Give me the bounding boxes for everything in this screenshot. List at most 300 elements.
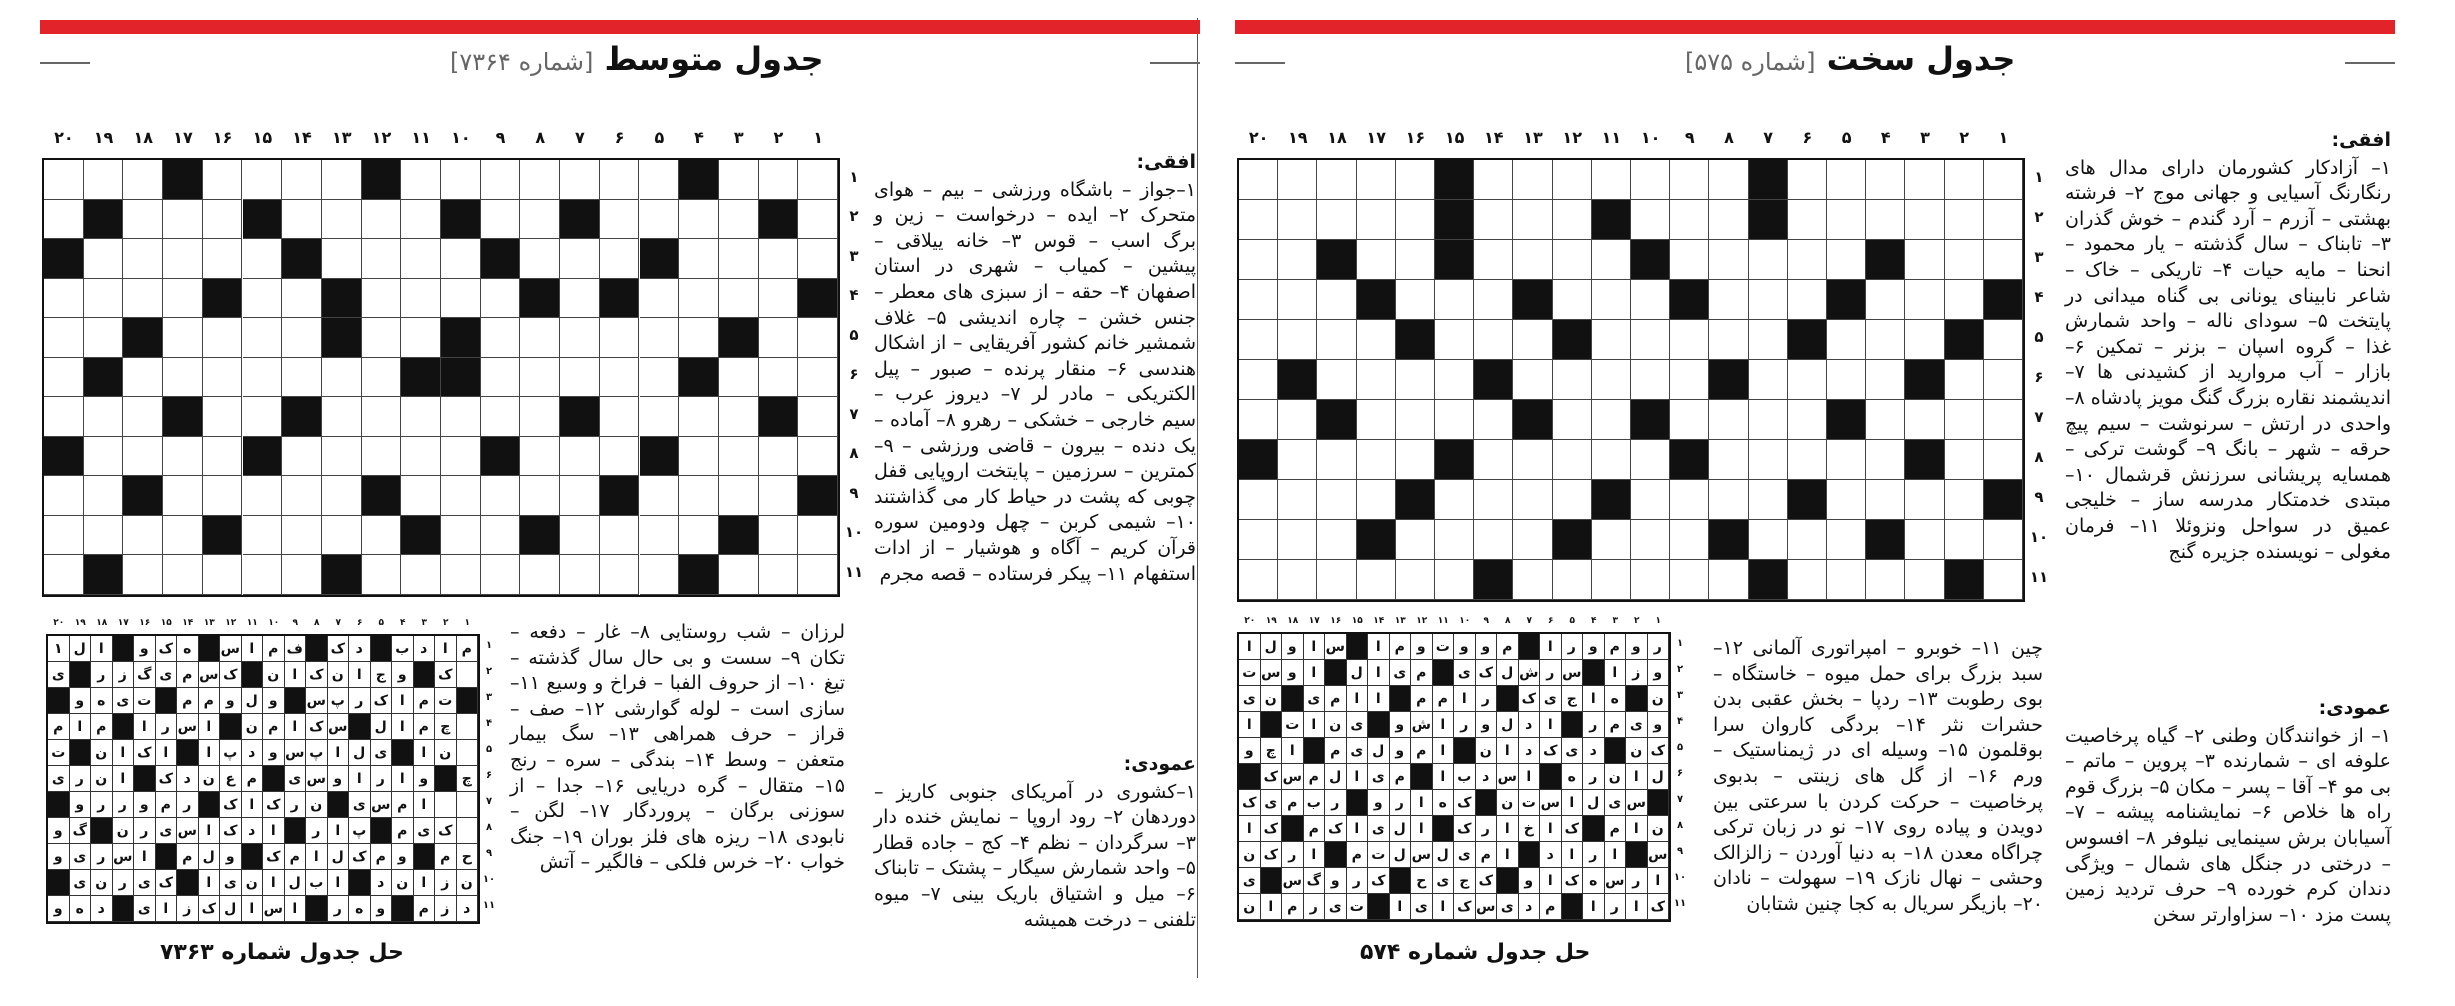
grid-cell[interactable] <box>759 358 799 398</box>
grid-cell[interactable] <box>441 555 481 595</box>
grid-cell[interactable] <box>243 476 283 516</box>
grid-cell[interactable] <box>1278 160 1317 200</box>
black-cell[interactable] <box>1866 520 1905 560</box>
grid-cell[interactable] <box>679 200 719 240</box>
grid-cell[interactable] <box>560 239 600 279</box>
black-cell[interactable] <box>679 358 719 398</box>
black-cell[interactable] <box>481 239 521 279</box>
grid-cell[interactable] <box>1357 560 1396 600</box>
black-cell[interactable] <box>84 358 124 398</box>
grid-cell[interactable] <box>243 358 283 398</box>
black-cell[interactable] <box>679 160 719 200</box>
grid-cell[interactable] <box>1749 520 1788 560</box>
black-cell[interactable] <box>322 555 362 595</box>
grid-cell[interactable] <box>1592 160 1631 200</box>
grid-cell[interactable] <box>1984 560 2023 600</box>
black-cell[interactable] <box>1631 240 1670 280</box>
grid-cell[interactable] <box>719 358 759 398</box>
grid-cell[interactable] <box>1435 360 1474 400</box>
grid-cell[interactable] <box>798 437 838 477</box>
grid-cell[interactable] <box>798 516 838 556</box>
grid-cell[interactable] <box>1709 480 1748 520</box>
grid-cell[interactable] <box>1749 360 1788 400</box>
grid-cell[interactable] <box>1945 240 1984 280</box>
grid-cell[interactable] <box>362 516 402 556</box>
grid-cell[interactable] <box>1553 440 1592 480</box>
grid-cell[interactable] <box>719 160 759 200</box>
grid-cell[interactable] <box>1317 520 1356 560</box>
grid-cell[interactable] <box>243 516 283 556</box>
grid-cell[interactable] <box>560 160 600 200</box>
grid-cell[interactable] <box>600 160 640 200</box>
grid-cell[interactable] <box>1631 160 1670 200</box>
grid-cell[interactable] <box>282 555 322 595</box>
black-cell[interactable] <box>1239 440 1278 480</box>
black-cell[interactable] <box>640 239 680 279</box>
grid-cell[interactable] <box>520 239 560 279</box>
grid-cell[interactable] <box>401 555 441 595</box>
grid-cell[interactable] <box>1866 440 1905 480</box>
grid-cell[interactable] <box>1317 560 1356 600</box>
grid-cell[interactable] <box>1513 360 1552 400</box>
grid-cell[interactable] <box>1984 160 2023 200</box>
grid-cell[interactable] <box>44 476 84 516</box>
grid-cell[interactable] <box>84 239 124 279</box>
grid-cell[interactable] <box>520 200 560 240</box>
grid-cell[interactable] <box>1474 240 1513 280</box>
grid-cell[interactable] <box>1239 360 1278 400</box>
grid-cell[interactable] <box>401 239 441 279</box>
grid-cell[interactable] <box>679 516 719 556</box>
grid-cell[interactable] <box>1631 200 1670 240</box>
grid-cell[interactable] <box>1827 160 1866 200</box>
grid-cell[interactable] <box>600 516 640 556</box>
grid-cell[interactable] <box>1592 520 1631 560</box>
grid-cell[interactable] <box>1631 360 1670 400</box>
grid-cell[interactable] <box>1357 360 1396 400</box>
black-cell[interactable] <box>123 318 163 358</box>
grid-cell[interactable] <box>401 279 441 319</box>
grid-cell[interactable] <box>1592 240 1631 280</box>
grid-cell[interactable] <box>1474 280 1513 320</box>
black-cell[interactable] <box>1278 360 1317 400</box>
grid-cell[interactable] <box>1866 360 1905 400</box>
grid-cell[interactable] <box>322 437 362 477</box>
grid-cell[interactable] <box>243 239 283 279</box>
grid-cell[interactable] <box>560 318 600 358</box>
grid-cell[interactable] <box>640 397 680 437</box>
grid-cell[interactable] <box>1357 160 1396 200</box>
grid-cell[interactable] <box>1396 160 1435 200</box>
grid-cell[interactable] <box>1905 280 1944 320</box>
grid-cell[interactable] <box>1945 160 1984 200</box>
black-cell[interactable] <box>203 516 243 556</box>
grid-cell[interactable] <box>163 358 203 398</box>
black-cell[interactable] <box>163 160 203 200</box>
black-cell[interactable] <box>719 516 759 556</box>
black-cell[interactable] <box>441 318 481 358</box>
grid-cell[interactable] <box>1905 240 1944 280</box>
grid-cell[interactable] <box>1278 280 1317 320</box>
grid-cell[interactable] <box>719 437 759 477</box>
grid-cell[interactable] <box>282 516 322 556</box>
grid-cell[interactable] <box>520 358 560 398</box>
grid-cell[interactable] <box>560 555 600 595</box>
grid-cell[interactable] <box>1513 240 1552 280</box>
grid-cell[interactable] <box>1984 200 2023 240</box>
grid-cell[interactable] <box>322 200 362 240</box>
black-cell[interactable] <box>560 397 600 437</box>
grid-cell[interactable] <box>84 279 124 319</box>
grid-cell[interactable] <box>84 160 124 200</box>
grid-cell[interactable] <box>1357 480 1396 520</box>
grid-cell[interactable] <box>362 437 402 477</box>
grid-cell[interactable] <box>1670 240 1709 280</box>
black-cell[interactable] <box>1866 240 1905 280</box>
grid-cell[interactable] <box>1749 480 1788 520</box>
grid-cell[interactable] <box>1278 440 1317 480</box>
black-cell[interactable] <box>798 279 838 319</box>
grid-cell[interactable] <box>1592 280 1631 320</box>
grid-cell[interactable] <box>1278 320 1317 360</box>
grid-cell[interactable] <box>1788 400 1827 440</box>
grid-cell[interactable] <box>1435 480 1474 520</box>
grid-cell[interactable] <box>1670 320 1709 360</box>
grid-cell[interactable] <box>44 318 84 358</box>
grid-cell[interactable] <box>481 476 521 516</box>
grid-cell[interactable] <box>1788 360 1827 400</box>
black-cell[interactable] <box>1435 240 1474 280</box>
grid-cell[interactable] <box>1317 440 1356 480</box>
grid-cell[interactable] <box>1278 560 1317 600</box>
grid-cell[interactable] <box>759 476 799 516</box>
black-cell[interactable] <box>600 279 640 319</box>
grid-cell[interactable] <box>1749 440 1788 480</box>
grid-cell[interactable] <box>362 358 402 398</box>
black-cell[interactable] <box>1749 200 1788 240</box>
grid-cell[interactable] <box>759 516 799 556</box>
grid-cell[interactable] <box>401 476 441 516</box>
grid-cell[interactable] <box>600 437 640 477</box>
grid-cell[interactable] <box>1317 160 1356 200</box>
grid-cell[interactable] <box>1513 560 1552 600</box>
black-cell[interactable] <box>1788 480 1827 520</box>
grid-cell[interactable] <box>123 397 163 437</box>
grid-cell[interactable] <box>1827 240 1866 280</box>
grid-cell[interactable] <box>1592 360 1631 400</box>
black-cell[interactable] <box>1905 440 1944 480</box>
grid-cell[interactable] <box>203 437 243 477</box>
grid-cell[interactable] <box>282 279 322 319</box>
grid-cell[interactable] <box>163 279 203 319</box>
grid-cell[interactable] <box>1866 400 1905 440</box>
grid-cell[interactable] <box>1592 400 1631 440</box>
grid-cell[interactable] <box>1474 440 1513 480</box>
grid-cell[interactable] <box>1474 480 1513 520</box>
grid-cell[interactable] <box>1905 480 1944 520</box>
grid-cell[interactable] <box>719 555 759 595</box>
grid-cell[interactable] <box>401 437 441 477</box>
grid-cell[interactable] <box>679 476 719 516</box>
grid-cell[interactable] <box>600 555 640 595</box>
grid-cell[interactable] <box>1553 360 1592 400</box>
black-cell[interactable] <box>1553 520 1592 560</box>
grid-cell[interactable] <box>1239 320 1278 360</box>
grid-cell[interactable] <box>1905 160 1944 200</box>
black-cell[interactable] <box>163 397 203 437</box>
black-cell[interactable] <box>1317 240 1356 280</box>
black-cell[interactable] <box>759 200 799 240</box>
grid-cell[interactable] <box>759 437 799 477</box>
grid-cell[interactable] <box>322 239 362 279</box>
grid-cell[interactable] <box>798 239 838 279</box>
black-cell[interactable] <box>1396 480 1435 520</box>
grid-cell[interactable] <box>1317 320 1356 360</box>
grid-cell[interactable] <box>163 476 203 516</box>
grid-cell[interactable] <box>798 160 838 200</box>
black-cell[interactable] <box>123 476 163 516</box>
grid-cell[interactable] <box>679 279 719 319</box>
grid-cell[interactable] <box>123 516 163 556</box>
grid-cell[interactable] <box>1866 480 1905 520</box>
grid-cell[interactable] <box>1945 200 1984 240</box>
grid-cell[interactable] <box>1278 400 1317 440</box>
grid-cell[interactable] <box>1670 480 1709 520</box>
grid-cell[interactable] <box>203 239 243 279</box>
grid-cell[interactable] <box>1945 440 1984 480</box>
black-cell[interactable] <box>1709 520 1748 560</box>
grid-cell[interactable] <box>1317 360 1356 400</box>
grid-cell[interactable] <box>1396 520 1435 560</box>
grid-cell[interactable] <box>1357 320 1396 360</box>
grid-cell[interactable] <box>1984 360 2023 400</box>
black-cell[interactable] <box>401 516 441 556</box>
grid-cell[interactable] <box>560 279 600 319</box>
grid-cell[interactable] <box>1396 440 1435 480</box>
grid-cell[interactable] <box>600 358 640 398</box>
grid-cell[interactable] <box>322 476 362 516</box>
grid-cell[interactable] <box>44 200 84 240</box>
grid-cell[interactable] <box>481 516 521 556</box>
black-cell[interactable] <box>1317 400 1356 440</box>
grid-cell[interactable] <box>163 200 203 240</box>
grid-cell[interactable] <box>600 239 640 279</box>
grid-cell[interactable] <box>560 516 600 556</box>
grid-cell[interactable] <box>520 437 560 477</box>
grid-cell[interactable] <box>1631 280 1670 320</box>
grid-cell[interactable] <box>1474 200 1513 240</box>
black-cell[interactable] <box>84 200 124 240</box>
grid-cell[interactable] <box>1788 520 1827 560</box>
grid-cell[interactable] <box>441 279 481 319</box>
grid-cell[interactable] <box>44 160 84 200</box>
grid-cell[interactable] <box>1553 280 1592 320</box>
black-cell[interactable] <box>1945 320 1984 360</box>
black-cell[interactable] <box>1592 480 1631 520</box>
black-cell[interactable] <box>520 516 560 556</box>
grid-cell[interactable] <box>1513 160 1552 200</box>
grid-cell[interactable] <box>203 476 243 516</box>
grid-cell[interactable] <box>163 437 203 477</box>
grid-cell[interactable] <box>1278 240 1317 280</box>
grid-cell[interactable] <box>1709 560 1748 600</box>
grid-cell[interactable] <box>44 555 84 595</box>
grid-cell[interactable] <box>600 200 640 240</box>
grid-cell[interactable] <box>1709 200 1748 240</box>
grid-cell[interactable] <box>1945 480 1984 520</box>
grid-cell[interactable] <box>1239 280 1278 320</box>
grid-cell[interactable] <box>1553 480 1592 520</box>
grid-cell[interactable] <box>798 358 838 398</box>
grid-cell[interactable] <box>1905 520 1944 560</box>
grid-cell[interactable] <box>1827 480 1866 520</box>
black-cell[interactable] <box>1592 200 1631 240</box>
black-cell[interactable] <box>84 555 124 595</box>
grid-cell[interactable] <box>163 239 203 279</box>
grid-cell[interactable] <box>481 358 521 398</box>
grid-cell[interactable] <box>44 279 84 319</box>
grid-cell[interactable] <box>640 318 680 358</box>
grid-cell[interactable] <box>640 516 680 556</box>
grid-cell[interactable] <box>163 516 203 556</box>
black-cell[interactable] <box>243 200 283 240</box>
grid-cell[interactable] <box>84 397 124 437</box>
black-cell[interactable] <box>362 476 402 516</box>
black-cell[interactable] <box>679 555 719 595</box>
grid-cell[interactable] <box>481 318 521 358</box>
grid-cell[interactable] <box>1631 480 1670 520</box>
grid-cell[interactable] <box>1396 240 1435 280</box>
grid-cell[interactable] <box>1984 240 2023 280</box>
black-cell[interactable] <box>282 239 322 279</box>
grid-cell[interactable] <box>1709 160 1748 200</box>
black-cell[interactable] <box>1474 360 1513 400</box>
grid-cell[interactable] <box>1670 160 1709 200</box>
grid-cell[interactable] <box>759 318 799 358</box>
grid-cell[interactable] <box>1474 400 1513 440</box>
grid-cell[interactable] <box>1945 360 1984 400</box>
grid-cell[interactable] <box>322 397 362 437</box>
grid-cell[interactable] <box>1670 360 1709 400</box>
grid-cell[interactable] <box>123 160 163 200</box>
grid-cell[interactable] <box>1357 200 1396 240</box>
grid-cell[interactable] <box>1435 280 1474 320</box>
grid-cell[interactable] <box>640 160 680 200</box>
grid-cell[interactable] <box>1278 480 1317 520</box>
grid-cell[interactable] <box>520 397 560 437</box>
black-cell[interactable] <box>1396 320 1435 360</box>
grid-cell[interactable] <box>1396 560 1435 600</box>
grid-cell[interactable] <box>481 555 521 595</box>
grid-cell[interactable] <box>1749 400 1788 440</box>
grid-cell[interactable] <box>401 397 441 437</box>
black-cell[interactable] <box>1474 560 1513 600</box>
grid-cell[interactable] <box>1749 240 1788 280</box>
grid-cell[interactable] <box>1866 320 1905 360</box>
grid-cell[interactable] <box>1631 520 1670 560</box>
grid-cell[interactable] <box>441 516 481 556</box>
grid-cell[interactable] <box>203 200 243 240</box>
black-cell[interactable] <box>560 200 600 240</box>
black-cell[interactable] <box>1709 360 1748 400</box>
grid-cell[interactable] <box>401 200 441 240</box>
grid-cell[interactable] <box>322 160 362 200</box>
grid-cell[interactable] <box>1945 400 1984 440</box>
grid-cell[interactable] <box>44 358 84 398</box>
grid-cell[interactable] <box>243 160 283 200</box>
grid-cell[interactable] <box>481 397 521 437</box>
grid-cell[interactable] <box>1239 160 1278 200</box>
black-cell[interactable] <box>1357 280 1396 320</box>
black-cell[interactable] <box>362 160 402 200</box>
black-cell[interactable] <box>481 437 521 477</box>
grid-cell[interactable] <box>1474 520 1513 560</box>
black-cell[interactable] <box>759 397 799 437</box>
black-cell[interactable] <box>1749 560 1788 600</box>
grid-cell[interactable] <box>481 279 521 319</box>
grid-cell[interactable] <box>44 397 84 437</box>
grid-cell[interactable] <box>1513 520 1552 560</box>
grid-cell[interactable] <box>1749 320 1788 360</box>
grid-cell[interactable] <box>1866 200 1905 240</box>
black-cell[interactable] <box>1788 320 1827 360</box>
black-cell[interactable] <box>203 279 243 319</box>
grid-cell[interactable] <box>84 318 124 358</box>
grid-cell[interactable] <box>1239 200 1278 240</box>
black-cell[interactable] <box>1435 160 1474 200</box>
grid-cell[interactable] <box>1357 440 1396 480</box>
grid-cell[interactable] <box>1984 520 2023 560</box>
grid-cell[interactable] <box>1317 280 1356 320</box>
grid-cell[interactable] <box>1435 560 1474 600</box>
grid-cell[interactable] <box>520 555 560 595</box>
grid-cell[interactable] <box>441 476 481 516</box>
grid-cell[interactable] <box>1592 440 1631 480</box>
grid-cell[interactable] <box>203 160 243 200</box>
grid-cell[interactable] <box>243 279 283 319</box>
black-cell[interactable] <box>719 318 759 358</box>
grid-cell[interactable] <box>1513 200 1552 240</box>
grid-cell[interactable] <box>600 397 640 437</box>
grid-cell[interactable] <box>1788 560 1827 600</box>
grid-cell[interactable] <box>1553 400 1592 440</box>
grid-cell[interactable] <box>1278 200 1317 240</box>
grid-cell[interactable] <box>1631 560 1670 600</box>
grid-cell[interactable] <box>1553 200 1592 240</box>
grid-cell[interactable] <box>44 516 84 556</box>
grid-cell[interactable] <box>401 160 441 200</box>
black-cell[interactable] <box>1827 400 1866 440</box>
grid-cell[interactable] <box>282 318 322 358</box>
grid-cell[interactable] <box>1239 560 1278 600</box>
grid-cell[interactable] <box>322 358 362 398</box>
black-cell[interactable] <box>243 437 283 477</box>
grid-cell[interactable] <box>84 437 124 477</box>
black-cell[interactable] <box>1945 560 1984 600</box>
grid-cell[interactable] <box>163 318 203 358</box>
grid-cell[interactable] <box>401 318 441 358</box>
grid-cell[interactable] <box>640 555 680 595</box>
grid-cell[interactable] <box>441 397 481 437</box>
grid-cell[interactable] <box>798 200 838 240</box>
grid-cell[interactable] <box>441 239 481 279</box>
grid-cell[interactable] <box>1827 440 1866 480</box>
grid-cell[interactable] <box>1905 200 1944 240</box>
black-cell[interactable] <box>520 279 560 319</box>
grid-cell[interactable] <box>759 279 799 319</box>
grid-cell[interactable] <box>1513 320 1552 360</box>
grid-cell[interactable] <box>1631 440 1670 480</box>
